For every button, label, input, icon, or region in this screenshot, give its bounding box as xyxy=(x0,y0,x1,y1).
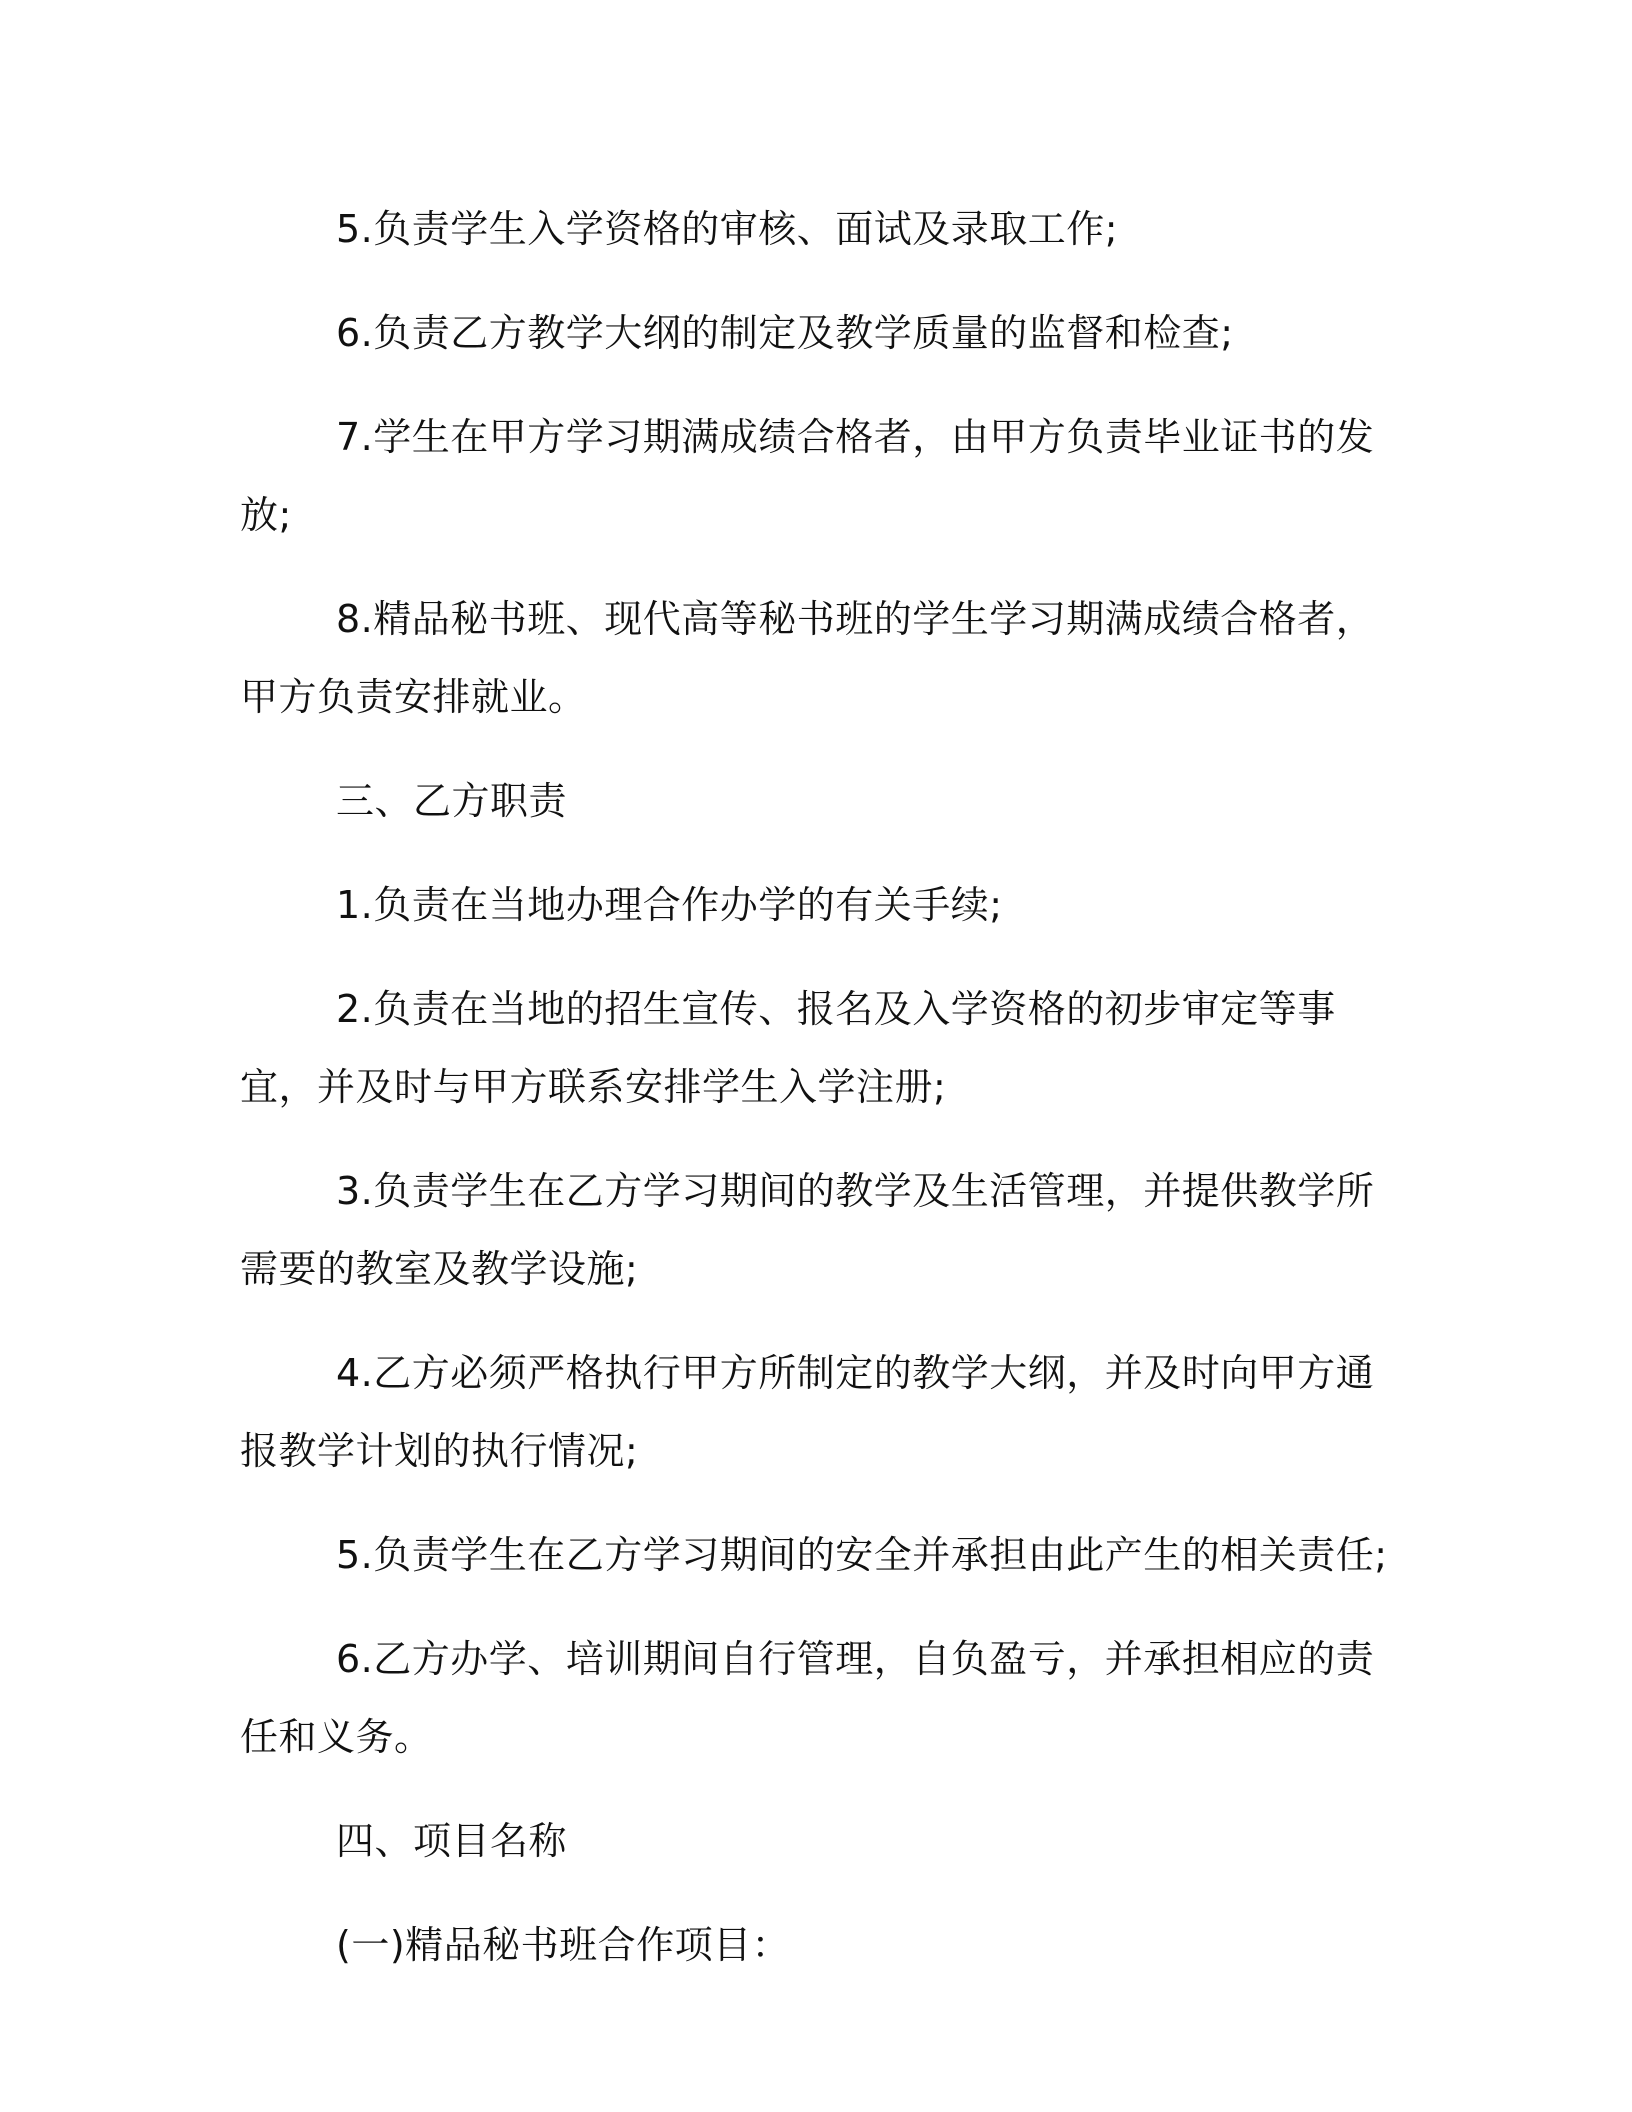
party-b-item-6: 6.乙方办学、培训期间自行管理，自负盈亏，并承担相应的责任和义务。 xyxy=(240,1637,1375,1759)
paragraph-item-5: 5.负责学生入学资格的审核、面试及录取工作; xyxy=(336,207,1119,251)
party-b-item-3: 3.负责学生在乙方学习期间的教学及生活管理，并提供教学所需要的教室及教学设施; xyxy=(240,1169,1375,1291)
section-heading-party-b-duties: 三、乙方职责 xyxy=(336,779,568,823)
paragraph-item-7: 7.学生在甲方学习期满成绩合格者，由甲方负责毕业证书的发放; xyxy=(240,415,1375,537)
subsection-premium-secretary-project: (一)精品秘书班合作项目： xyxy=(336,1923,791,1967)
paragraph-item-8: 8.精品秘书班、现代高等秘书班的学生学习期满成绩合格者，甲方负责安排就业。 xyxy=(240,597,1375,719)
party-b-item-4: 4.乙方必须严格执行甲方所制定的教学大纲，并及时向甲方通报教学计划的执行情况; xyxy=(240,1351,1375,1473)
paragraph-item-6: 6.负责乙方教学大纲的制定及教学质量的监督和检查; xyxy=(336,311,1234,355)
party-b-item-2: 2.负责在当地的招生宣传、报名及入学资格的初步审定等事宜，并及时与甲方联系安排学生入学注册; xyxy=(240,987,1336,1109)
section-heading-project-name: 四、项目名称 xyxy=(336,1819,568,1863)
party-b-item-5: 5.负责学生在乙方学习期间的安全并承担由此产生的相关责任; xyxy=(336,1533,1388,1577)
document-body xyxy=(240,190,1400,2010)
party-b-item-1: 1.负责在当地办理合作办学的有关手续; xyxy=(336,883,1003,927)
